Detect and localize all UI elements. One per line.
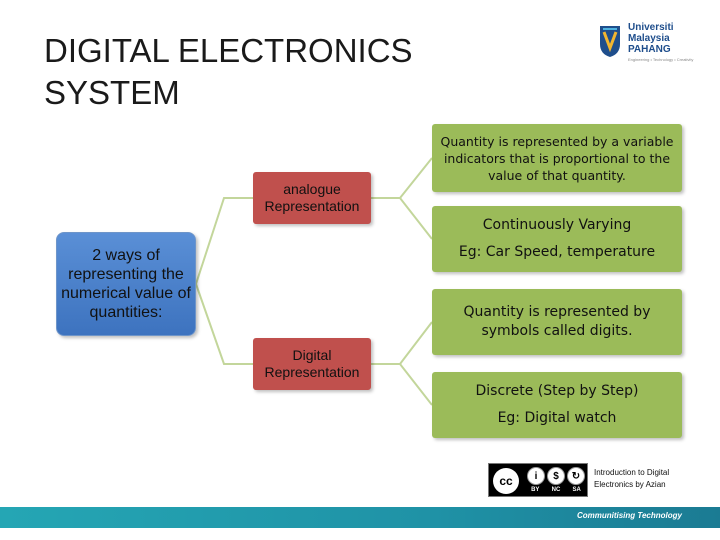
digital-label: Digital	[292, 347, 332, 363]
digital-property: Discrete (Step by Step)	[475, 383, 639, 399]
title-line-1: DIGITAL ELECTRONICS	[44, 32, 413, 69]
creative-commons-badge	[488, 463, 588, 497]
connector-analogue-leaf2	[371, 198, 432, 239]
digital-label-2: Representation	[264, 364, 360, 380]
connector-root-analogue	[196, 198, 253, 284]
digital-node	[253, 338, 371, 390]
cc-icon: cc	[493, 468, 519, 494]
digital-example-node	[432, 372, 682, 438]
license-by: BY	[531, 487, 540, 493]
analogue-example: Eg: Car Speed, temperature	[458, 244, 656, 260]
analogue-label: analogue	[283, 181, 341, 197]
analogue-example-node	[432, 206, 682, 272]
license-nc: NC	[551, 487, 561, 493]
digital-definition-node: Quantity is represented by symbols called digits.	[432, 289, 682, 355]
analogue-node	[253, 172, 371, 224]
sharealike-icon: ↻	[567, 467, 585, 485]
logo-line-2: Malaysia	[628, 33, 670, 44]
footer-bar	[0, 507, 720, 528]
connector-digital-leaf4	[371, 364, 432, 405]
connector-analogue-leaf1	[371, 158, 432, 198]
noncommercial-icon: $	[547, 467, 565, 485]
connector-root-digital	[196, 284, 253, 364]
digital-example: Eg: Digital watch	[497, 410, 617, 426]
attribution-icon: i	[527, 467, 545, 485]
logo-line-1: Universiti	[628, 22, 674, 33]
analogue-property: Continuously Varying	[482, 217, 632, 233]
license-labels	[525, 487, 587, 493]
root-node: 2 ways of representing the numerical value of quantities:	[56, 232, 196, 336]
analogue-label-2: Representation	[264, 198, 360, 214]
license-sa: SA	[572, 487, 581, 493]
title-line-2: SYSTEM	[44, 74, 180, 111]
logo-line-3: PAHANG	[628, 44, 671, 55]
credit-text: Introduction to Digital Electronics by Azian	[594, 468, 670, 489]
logo-tagline: Engineering • Technology • Creativity	[628, 57, 694, 62]
connector-digital-leaf3	[371, 322, 432, 364]
analogue-definition-node: Quantity is represented by a variable indicators that is proportional to the value of that quantity.	[432, 124, 682, 192]
footer-slogan: Communitising Technology	[576, 511, 682, 520]
